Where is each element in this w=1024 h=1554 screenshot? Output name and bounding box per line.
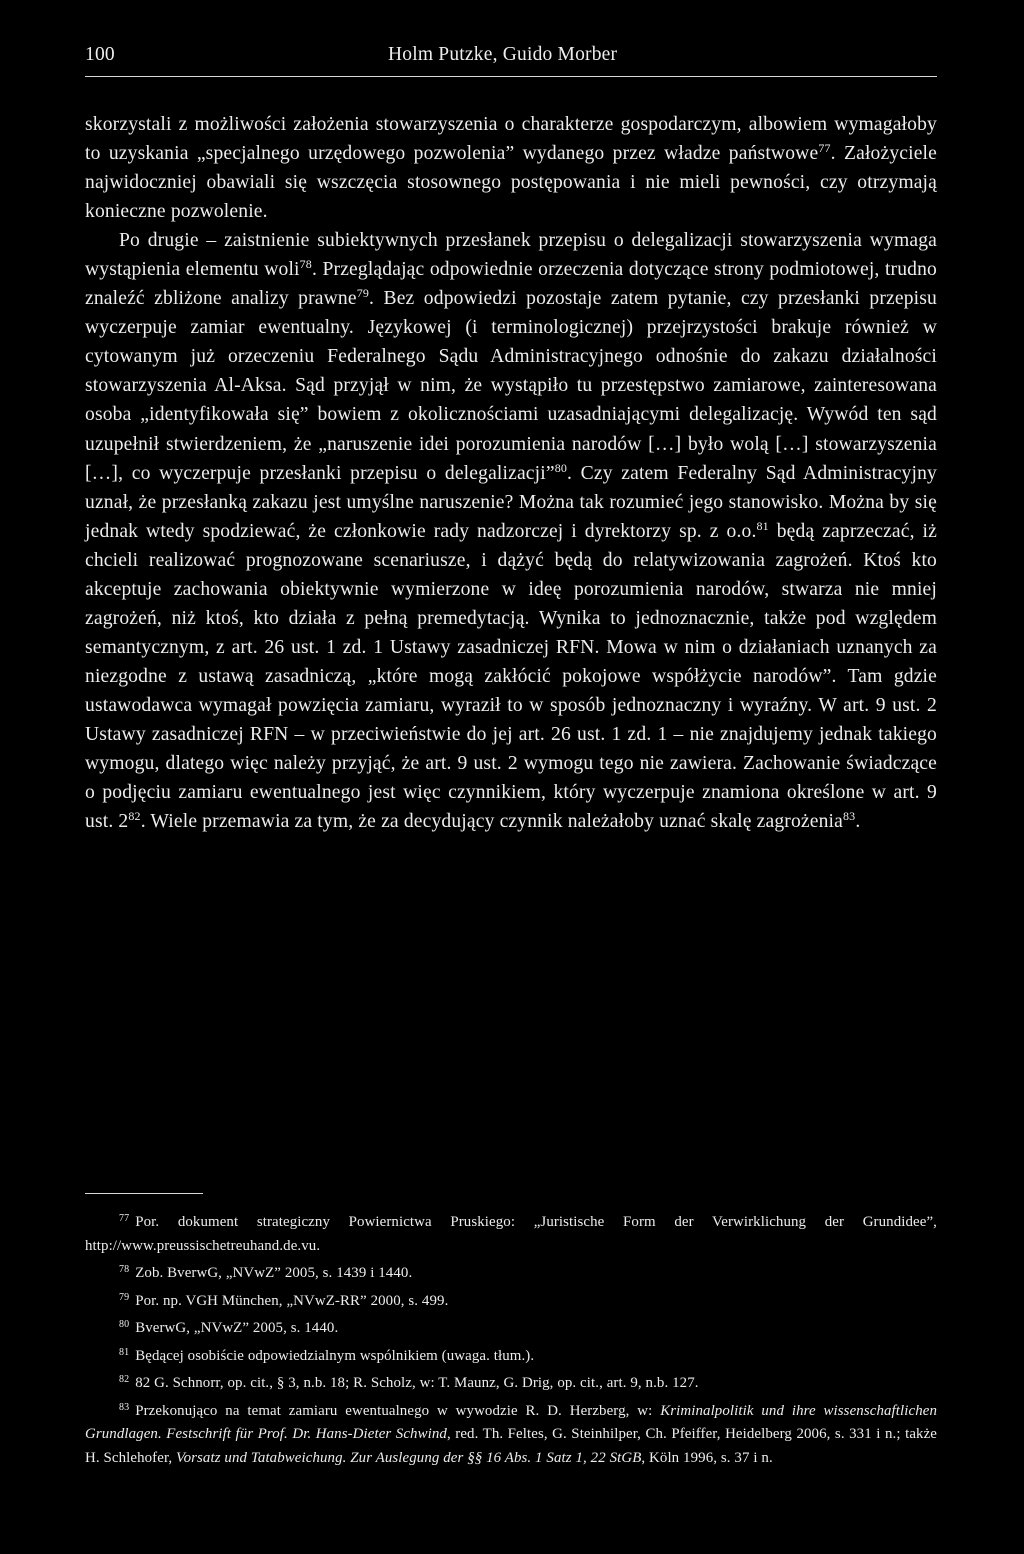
text-run: . Bez odpowiedzi pozostaje zatem pytanie, czy przesłanki przepisu wyczerpuje zamiar ewentualny. Językowej (i terminologicznej) przejrzystości brakuje również w cytowanym już orzeczeniu Federalnego Sądu Administracyjnego odnośnie do zakazu działalności stowarzyszenia Al-Aksa. Sąd przyjął w nim, że wystąpiło tu przestępstwo zamiarowe, zainteresowana osoba „identyfikowała się” bowiem z okolicznościami uzasadniającymi delegalizację. Wywód ten sąd uzupełnił stwierdzeniem, że „naruszenie idei porozumienia narodów […] było wolą […] stowarzyszenia […], co wyczerpuje przesłanki przepisu o delegalizacji”	[85, 288, 938, 484]
text-run: Po drugie – zaistnienie subiektywnych przesłanek przepisu o delegalizacji stowarzyszenia wymaga wystąpienia elementu woli	[85, 230, 937, 281]
footnote-number	[85, 1214, 135, 1230]
footnote-number	[85, 1293, 135, 1309]
text-run: BverwG, „NVwZ” 2005, s. 1440.	[135, 1320, 339, 1336]
footnote-ref[interactable]: 78	[299, 257, 312, 272]
footnote-79	[85, 1286, 937, 1314]
text-run: będą zaprzeczać, iż chcieli realizować prognozowane scenariusze, i dążyć będą do relatywizowania zagrożeń. Ktoś kto akceptuje zachowania obiektywnie wymierzone w ideę porozumienia narodów, stwarza nie mniej zagrożeń, niż ktoś, kto działa z pełną premedytacją. Wynika to jednoznacznie, także pod względem semantycznym, z art. 26 ust. 1 zd. 1 Ustawy zasadniczej RFN. Mowa w nim o działaniach uznanych za niezgodne z ustawą zasadniczą, „które mogą zakłócić pokojowe współżycie narodów”. Tam gdzie ustawodawca wymagał powzięcia zamiaru, wyraził to w sposób jednoznaczny i wyraźny. W art. 9 ust. 2 Ustawy zasadniczej RFN – w przeciwieństwie do jej art. 26 ust. 1 zd. 1 – nie znajdujemy jednak takiego wymogu, dlatego więc należy przyjąć, że art. 9 ust. 2 wymogu tego nie zawiera. Zachowanie świadczące o podjęciu zamiaru ewentualnego jest więc czynnikiem, który wyczerpuje znamiona określone w art. 9 ust. 2	[85, 520, 937, 833]
footnote-77	[85, 1207, 937, 1258]
footnote-ref[interactable]: 82	[128, 809, 141, 824]
footnote-number	[85, 1348, 135, 1364]
footnote-78	[85, 1258, 937, 1286]
text-run: skorzystali z możliwości założenia stowarzyszenia o charakterze gospodarczym, albowiem wymagałoby to uzyskania „specjalnego urzędowego pozwolenia” wydanego przez władze państwowe	[85, 114, 937, 165]
italic-title: Kriminalpolitik und ihre wissenschaftlichen Grundlagen. Festschrift für Prof. Dr. Hans-Dieter Schwind	[85, 1402, 937, 1442]
footnotes	[85, 1207, 937, 1470]
footnote-number-label: 82	[119, 1374, 130, 1385]
paragraph-1	[85, 110, 937, 226]
footnote-80	[85, 1313, 937, 1341]
text-run: Por. dokument strategiczny Powiernictwa Pruskiego: „Juristische Form der Verwirklichung der Grundidee”, http://www.preussischetreuhand.de.vu.	[85, 1214, 937, 1254]
footnote-number	[85, 1375, 135, 1391]
footnote-number-label: 80	[119, 1319, 130, 1330]
footnote-number	[85, 1265, 135, 1281]
footnote-81	[85, 1341, 937, 1369]
text-run: . Przeglądając odpowiednie orzeczenia dotyczące strony podmiotowej, trudno znaleźć zbliżone analizy prawne	[85, 259, 938, 310]
footnote-ref[interactable]: 81	[756, 518, 769, 533]
paragraph-2	[85, 226, 937, 836]
main-text	[85, 110, 937, 836]
text-run: .	[855, 811, 861, 833]
footnote-number	[85, 1320, 135, 1336]
text-run: . Czy zatem Federalny Sąd Administracyjny uznał, że przesłanką zakazu jest umyślne naruszenie? Można tak rozumieć jego stanowisko. Można by się jednak wtedy spodziewać, że członkowie rady nadzorczej i dyrektorzy sp. z o.o.	[85, 462, 937, 542]
text-run: 82 G. Schnorr, op. cit., § 3, n.b. 18; R. Scholz, w: T. Maunz, G. Drig, op. cit., art. 9, n.b. 127.	[135, 1375, 699, 1391]
footnote-number-label: 79	[119, 1291, 130, 1303]
text-run: Będącej osobiście odpowiedzialnym wspólnikiem (uwaga. tłum.).	[135, 1347, 535, 1364]
text-run: Zob. BverwG, „NVwZ” 2005, s. 1439 i 1440.	[135, 1265, 413, 1281]
text-run: , Köln 1996, s. 37 i n.	[641, 1449, 773, 1466]
italic-title: Vorsatz und Tatabweichung. Zur Auslegung der §§ 16 Abs. 1 Satz 1, 22 StGB	[176, 1449, 642, 1466]
footnote-ref[interactable]: 79	[356, 286, 370, 301]
text-run: . Założyciele najwidoczniej obawiali się wszczęcia stosownego postępowania i nie mieli pewności, czy otrzymają konieczne pozwolenie.	[85, 143, 938, 223]
footnote-number-label: 81	[119, 1346, 130, 1358]
text-run: , red. Th. Feltes, G. Steinhilper, Ch. Pfeiffer, Heidelberg 2006, s. 331 i n.; także H. Schlehofer,	[85, 1426, 937, 1466]
footnote-ref[interactable]: 77	[818, 141, 831, 156]
running-head	[85, 44, 937, 74]
footnote-number	[85, 1403, 135, 1419]
footnote-number-label: 78	[119, 1264, 130, 1275]
footnote-ref[interactable]: 83	[843, 809, 856, 824]
header-rule	[85, 76, 937, 77]
footnote-number-label: 83	[119, 1401, 130, 1413]
text-run: Por. np. VGH München, „NVwZ-RR” 2000, s. 499.	[135, 1292, 449, 1309]
footnote-ref[interactable]: 80	[554, 460, 567, 475]
text-run: Przekonująco na temat zamiaru ewentualnego w wywodzie R. D. Herzberg, w:	[135, 1402, 661, 1419]
running-head-authors: Holm Putzke, Guido Morber	[388, 44, 618, 65]
footnote-82	[85, 1368, 937, 1396]
text-run: . Wiele przemawia za tym, że za decydujący czynnik należałoby uznać skalę zagrożenia	[140, 811, 843, 833]
page-number: 100	[85, 44, 115, 65]
footnote-rule	[85, 1193, 203, 1194]
footnote-number-label: 77	[119, 1213, 130, 1224]
footnote-83	[85, 1396, 937, 1471]
